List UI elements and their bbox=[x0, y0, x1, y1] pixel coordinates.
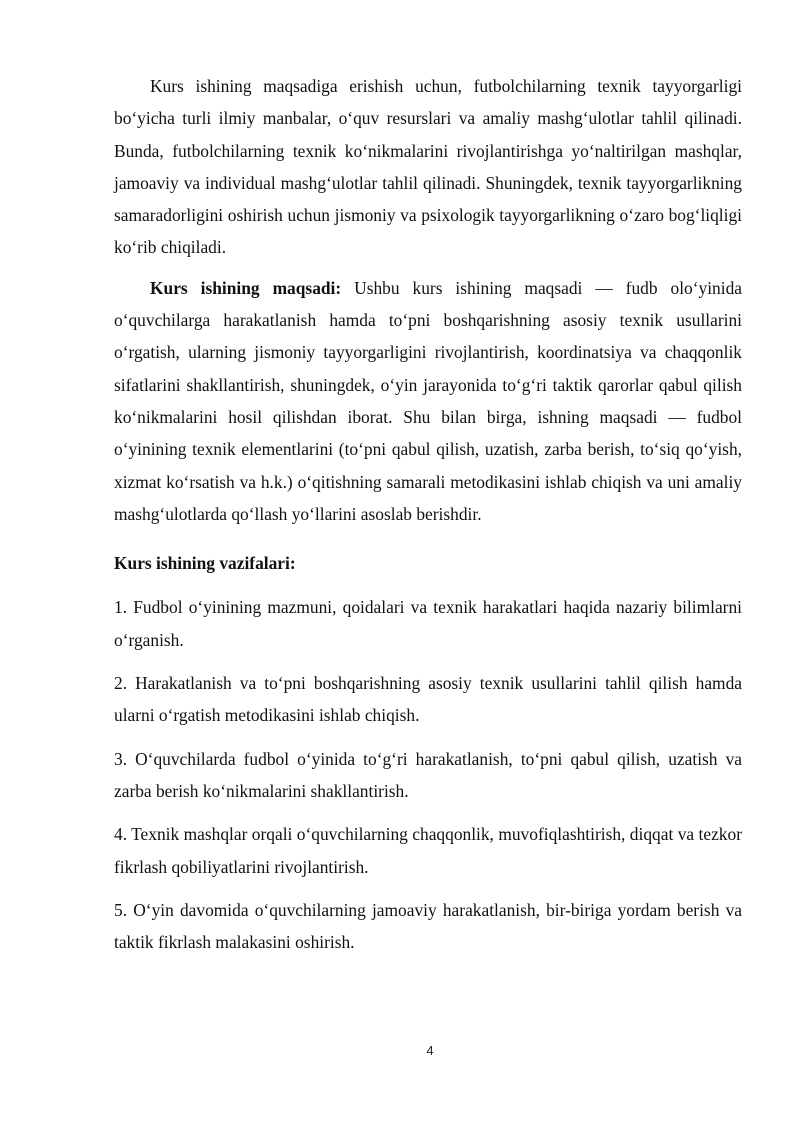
task-item-3: 3. O‘quvchilarda fudbol o‘yinida to‘g‘ri harakatlanish, to‘pni qabul qilish, uzatish va zarba berish ko‘nikmalarini shakllantirish. bbox=[114, 748, 742, 801]
goal-label: Kurs ishining maqsadi: bbox=[150, 277, 342, 298]
document-page bbox=[114, 70, 742, 969]
page-number: 4 bbox=[426, 1043, 434, 1058]
goal-text: Ushbu kurs ishining maqsadi — fudb olo‘yinida o‘quvchilarga harakatlanish hamda to‘pni boshqarishning asosiy texnik usullarini o‘rgatish, ularning jismoniy tayyorgarligini rivojlantirish, koordinatsiya va chaqqonlik sifatlarini shakllantirish, shuningdek, o‘yin jarayonida to‘g‘ri taktik qarorlar qabul qilish ko‘nikmalarini hosil qilishdan iborat. Shu bilan birga, ishning maqsadi — fudbol o‘yinining texnik elementlarini (to‘pni qabul qilish, uzatish, zarba berish, to‘siq qo‘yish, xizmat ko‘rsatish va h.k.) o‘qitishning samarali metodikasini ishlab chiqish va uni amaliy mashg‘ulotlarda qo‘llash yo‘llarini asoslab berishdir. bbox=[114, 277, 742, 524]
task-item-1: 1. Fudbol o‘yinining mazmuni, qoidalari va texnik harakatlari haqida nazariy bilimlarni o‘rganish. bbox=[114, 597, 742, 650]
intro-paragraph: Kurs ishining maqsadiga erishish uchun, futbolchilarning texnik tayyorgarligi bo‘yicha turli ilmiy manbalar, o‘quv resurslari va amaliy mashg‘ulotlar tahlil qilinadi. Bunda, futbolchilarning texnik ko‘nikmalarini rivojlantirishga yo‘naltirilgan mashqlar, jamoaviy va individual mashg‘ulotlar tahlil qilinadi. Shuningdek, texnik tayyorgarlikning samaradorligini oshirish uchun jismoniy va psixologik tayyorgarlikning o‘zaro bog‘liqligi ko‘rib chiqiladi. bbox=[114, 76, 742, 258]
task-item-5: 5. O‘yin davomida o‘quvchilarning jamoaviy harakatlanish, bir-biriga yordam berish va taktik fikrlash malakasini oshirish. bbox=[114, 899, 742, 953]
goal-paragraph bbox=[114, 272, 742, 530]
tasks-heading: Kurs ishining vazifalari: bbox=[114, 553, 296, 574]
task-item-2: 2. Harakatlanish va to‘pni boshqarishning asosiy texnik usullarini tahlil qilish hamda ularni o‘rgatish metodikasini ishlab chiqish. bbox=[114, 673, 742, 726]
task-item-4: 4. Texnik mashqlar orqali o‘quvchilarning chaqqonlik, muvofiqlashtirish, diqqat va tezkor fikrlash qobiliyatlarini rivojlantirish. bbox=[114, 824, 742, 877]
